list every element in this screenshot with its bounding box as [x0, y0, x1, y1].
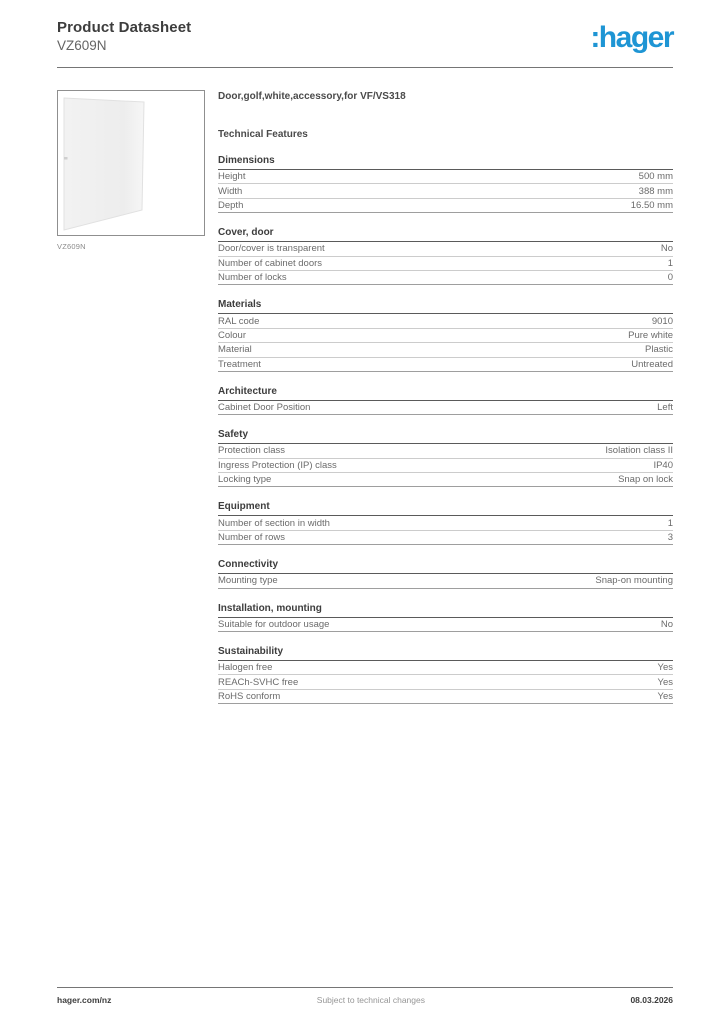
row-value: 1	[667, 517, 673, 529]
section-title: Installation, mounting	[218, 603, 673, 618]
row-label: Suitable for outdoor usage	[218, 618, 330, 630]
section-title: Dimensions	[218, 155, 673, 170]
row-value: Snap on lock	[618, 474, 673, 486]
section-rows	[218, 618, 673, 632]
specs-column	[218, 90, 673, 718]
section-title: Equipment	[218, 501, 673, 516]
row-label: Cabinet Door Position	[218, 402, 311, 414]
row-label: RoHS conform	[218, 691, 281, 702]
row-label: Mounting type	[218, 575, 278, 587]
row-label: Protection class	[218, 445, 286, 457]
product-image	[57, 90, 205, 236]
row-label: Height	[218, 171, 246, 183]
section-rows	[218, 242, 673, 285]
section-rows	[218, 516, 673, 545]
row-value: Untreated	[631, 358, 673, 370]
spec-row	[218, 401, 673, 415]
section-rows	[218, 661, 673, 704]
row-label: Number of section in width	[218, 517, 330, 529]
spec-row	[218, 170, 673, 184]
section-title: Sustainability	[218, 646, 673, 661]
spec-section	[218, 559, 673, 588]
row-value: Isolation class II	[605, 445, 673, 457]
product-figure-column	[57, 90, 205, 718]
row-label: Material	[218, 344, 252, 356]
spec-row	[218, 516, 673, 530]
spec-row	[218, 473, 673, 487]
spec-section	[218, 155, 673, 213]
row-label: Number of rows	[218, 532, 286, 544]
footer-note: Subject to technical changes	[316, 995, 425, 1005]
spec-section	[218, 646, 673, 704]
row-label: Width	[218, 185, 243, 197]
spec-section	[218, 429, 673, 487]
spec-section	[218, 603, 673, 632]
row-label: Ingress Protection (IP) class	[218, 459, 337, 471]
section-title: Safety	[218, 429, 673, 444]
hager-logo: :hager	[590, 21, 673, 54]
row-value: 1	[667, 257, 673, 269]
section-title: Materials	[218, 299, 673, 314]
section-rows	[218, 170, 673, 213]
spec-row	[218, 184, 673, 198]
product-description: Door,golf,white,accessory,for VF/VS318	[218, 91, 406, 102]
row-value: Pure white	[628, 329, 673, 341]
page-title: Product Datasheet	[57, 19, 192, 36]
section-rows	[218, 314, 673, 372]
footer-date: 08.03.2026	[630, 995, 673, 1005]
section-title: Connectivity	[218, 559, 673, 574]
spec-row	[218, 329, 673, 343]
row-value: No	[660, 618, 673, 630]
row-value: Snap-on mounting	[595, 575, 673, 587]
spec-section	[218, 227, 673, 285]
section-rows	[218, 401, 673, 415]
section-title: Architecture	[218, 386, 673, 401]
row-value: 500 mm	[638, 171, 673, 183]
spec-row	[218, 271, 673, 285]
spec-row	[218, 531, 673, 545]
row-label: REACh-SVHC free	[218, 676, 299, 688]
spec-row	[218, 444, 673, 458]
spec-row	[218, 242, 673, 256]
row-value: Left	[657, 402, 673, 414]
spec-row	[218, 459, 673, 473]
document-footer	[57, 987, 673, 1005]
row-value: Yes	[657, 662, 673, 674]
spec-row	[218, 199, 673, 213]
section-rows	[218, 444, 673, 487]
row-value: 3	[667, 532, 673, 544]
spec-row	[218, 675, 673, 689]
main-content	[57, 90, 673, 718]
row-value: Yes	[657, 676, 673, 688]
document-header	[57, 0, 673, 68]
row-value: 388 mm	[638, 185, 673, 197]
product-image-caption: VZ609N	[57, 242, 86, 251]
product-reference: VZ609N	[57, 38, 107, 53]
row-value: IP40	[653, 459, 673, 471]
spec-section	[218, 501, 673, 545]
row-label: RAL code	[218, 315, 260, 327]
spec-row	[218, 257, 673, 271]
row-label: Locking type	[218, 474, 272, 486]
door-illustration	[58, 91, 204, 235]
section-title: Cover, door	[218, 227, 673, 242]
footer-website: hager.com/nz	[57, 995, 112, 1005]
row-label: Treatment	[218, 358, 261, 370]
row-value: Plastic	[645, 344, 673, 356]
row-label: Door/cover is transparent	[218, 243, 325, 255]
title-block	[57, 19, 191, 53]
spec-row	[218, 574, 673, 588]
row-value: 9010	[651, 315, 673, 327]
spec-row	[218, 661, 673, 675]
row-label: Depth	[218, 199, 244, 211]
spec-row	[218, 690, 673, 704]
row-value: Yes	[657, 691, 673, 702]
spec-row	[218, 314, 673, 328]
row-value: No	[660, 243, 673, 255]
row-value: 0	[667, 272, 673, 284]
sections	[218, 155, 673, 704]
spec-row	[218, 358, 673, 372]
row-label: Colour	[218, 329, 246, 341]
spec-section	[218, 386, 673, 415]
technical-features-heading: Technical Features	[218, 129, 308, 140]
spec-row	[218, 343, 673, 357]
row-label: Halogen free	[218, 662, 273, 674]
row-label: Number of locks	[218, 272, 287, 284]
row-value: 16.50 mm	[630, 199, 673, 211]
spec-row	[218, 618, 673, 632]
row-label: Number of cabinet doors	[218, 257, 323, 269]
section-rows	[218, 574, 673, 588]
spec-section	[218, 299, 673, 372]
